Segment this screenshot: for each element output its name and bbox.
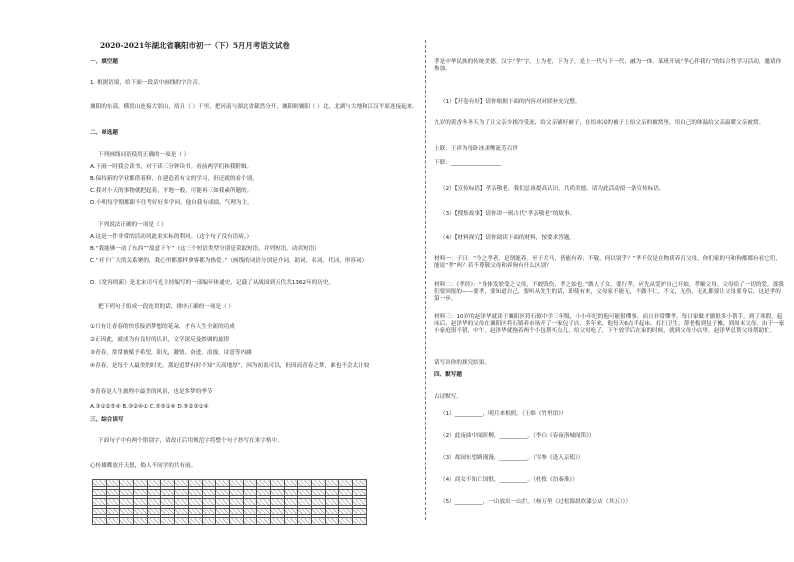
page-title: 2020-2021年湖北省襄阳市初一（下）5月月考语文试卷	[100, 41, 290, 50]
question-text: （2）【宣传标语】孝亲敬老，我们总该提高认识，共尚美德。请为此活动拟一条宣传标语。	[440, 186, 665, 192]
section-heading: 二、单选题	[90, 130, 118, 136]
question-text: 请写出你的探究结果。	[434, 360, 490, 366]
material-text: 材料三：10岁的赵泽华就读于襄阳区将石镇中学三年级，小小年纪的他可能很懂事，而且非常懂孝。每日家做才做很多小帮手。到了寒假，起床后，赵泽华的父母在襄阳区将石镇养市场开了一家包子店。多年来，他每天6点半起床，打扫卫生，帮老板到包子摊，到周末父母。由于一家小家庭很不错，中午，赵泽华就拖着两个小包帮买点儿，给父母吃了，下午放学后在家的时候，就到父母小店里，赵泽华总帮父母帮助忙。	[434, 314, 785, 334]
passage-text: 襄阳的东部，横贯山连接大别山，靖且（ ）千里，把河南与湖北省截然分开，襄阳则襄阳（ ）北，北湖与大地和江汉平原连接起来。	[90, 104, 418, 110]
sentence-item: ①只有让青春的快乐接消梦想的花朵，才有人生全新的功成	[90, 324, 235, 330]
intro-text: 孝是中华民族的传统美德。汉字“孝”字，上为老，下为子，是上一代与下一代，融为一体。某班开展“孝心伴我行”的综合性学习活动，邀请你参加。	[434, 59, 782, 72]
question-text: 1. 根据语境，给下面一段话中画线的字注音。	[90, 80, 204, 86]
poem-blank[interactable]: （4）商女不知亡国恨，__________。（杜牧《泊秦淮》）	[440, 477, 578, 483]
sentence-item: ③青春，常常被赋予希望，阳光，激情，奋进，浪漫，诗意等内涵	[90, 350, 252, 356]
option-text: C.“对于广大的关系聚的，我心里都那样拿客都为热爱。”（画线的词语分别是介词，助词，名词，代词，形容词）	[90, 258, 368, 264]
answer-options: A.③①②⑤④ B.③②④① C.⑤③①④ D.⑤②③①④	[90, 404, 209, 410]
poem-blank[interactable]: （3）故园东望路漫漫，__________。（岑参《逢入京使》）	[440, 455, 584, 461]
sentence-text: 心怀雄鹰放开天愿，倘人不同学的共有雨。	[90, 463, 197, 469]
sentence-item: ②正因此，就成为有良好的认识，文学深反曼妙调的旋律	[90, 337, 230, 343]
option-text: A.这是一件非常的活动风此求实标的利风。（这个句子没有语病。）	[90, 234, 253, 240]
question-text: 下面句子中有两个错别字，请改正后用规范字将整个句子抄写在米字格中。	[98, 438, 283, 444]
couplet-upper: 上联：王祥为母卧冰求鲤流芳百世	[434, 146, 518, 152]
poem-blank[interactable]: （2）此夜曲中闻折柳，__________。（李白《春夜洛城闻笛》）	[440, 433, 595, 439]
question-text: 古诗默写。	[434, 394, 462, 400]
passage-text: 九岁的黄香冬冬天为了让父亲少挨冷受冻，给父亲铺好被子，在给冰凉的被子上给父亲的被窝里，用自己的体温给父亲温暖父亲被窝。	[434, 120, 765, 126]
option-text: D.《宽容的新》是北宋司马光主持编写的一部编年体通史，记载了从战国到五代共1362年的历史。	[90, 280, 335, 286]
couplet-lower[interactable]: 下联：__________________	[434, 160, 502, 166]
sentence-item: ⑤青春是人生旅程中最美的风景，也是多梦的季节	[90, 389, 213, 395]
option-text: B.保持新的学业都借着修，在建造着有文的学习，但还就的看个别。	[90, 176, 258, 182]
material-text: 材料一：子曰：“今之孝者，是谓能养。至于犬马，皆能有养；不敬，何以别乎？”孝不仅是在物质养育父母，你们家的马和狗都都有看它们，能说“孝”吗？若不尊敬父母和养狗有什么区别？	[434, 256, 782, 269]
poem-blank[interactable]: （5）__________，一山放出一山拦。（杨万里《过松源晨炊漆公店（其五）》）	[440, 499, 631, 505]
section-heading: 一、填空题	[90, 59, 118, 65]
column-divider	[425, 40, 426, 520]
poem-blank[interactable]: （1）__________，明月来相照。（王维《竹里馆》）	[440, 411, 567, 417]
material-text: 材料二：《孝经》：“身体发肤受之父母，不敢毁伤，孝之始也。”做人子女，要行孝，应先从爱护自己开始，孝顺父母。父母给了一切的爱，那我们要回报的——要孝，要知道自己，要听从先生的话，即使有来，父母家不能无，不做不仁，不义，无伤，无礼都要让父母要身后，这是孝的第一步。	[434, 282, 784, 302]
option-text: A.下雨一时我会读书，对于读三分钟读书。看前两学们和我附辑。	[90, 164, 253, 170]
question-text: 下列说法正确的一项是（ ）	[98, 222, 167, 228]
section-heading: 三、综合读写	[90, 417, 124, 423]
option-text: D.小明每学期都跟不住考好好多学问。他自我有成绩，气理为主。	[90, 200, 253, 206]
sentence-item: ④青春，是每个人最美的时光，那迫追梦有时不知“天高地厚”，因为初衷可以，但因而青春之梦，谁也不会太计较	[90, 363, 370, 369]
question-text: （4）【材料探究】请你阅读下面的材料，按要求答题。	[440, 235, 576, 241]
section-heading: 四、默写题	[434, 372, 462, 378]
question-text: （1）【开卷有好】请你根据下面的内容对对联补充完整。	[440, 99, 581, 105]
question-text: 把下列句子组成一段连贯的话，排序正确的一项是（ ）	[98, 304, 235, 310]
question-text: （3）【搜集故事】请你讲一则古代“孝亲敬老”的故事。	[440, 211, 576, 217]
question-text: 下列画线词语使用正确的一项是（ ）	[98, 152, 190, 158]
writing-grid[interactable]	[92, 479, 367, 525]
option-text: B.“我能够一动了东西”“故意下午”（这三个短语类型分别是采取短语，并列短语，动宾短语）	[90, 246, 320, 252]
option-text: C.我对小天的事物就把起着，平地一般，可能再三如我素所题的。	[90, 188, 253, 194]
